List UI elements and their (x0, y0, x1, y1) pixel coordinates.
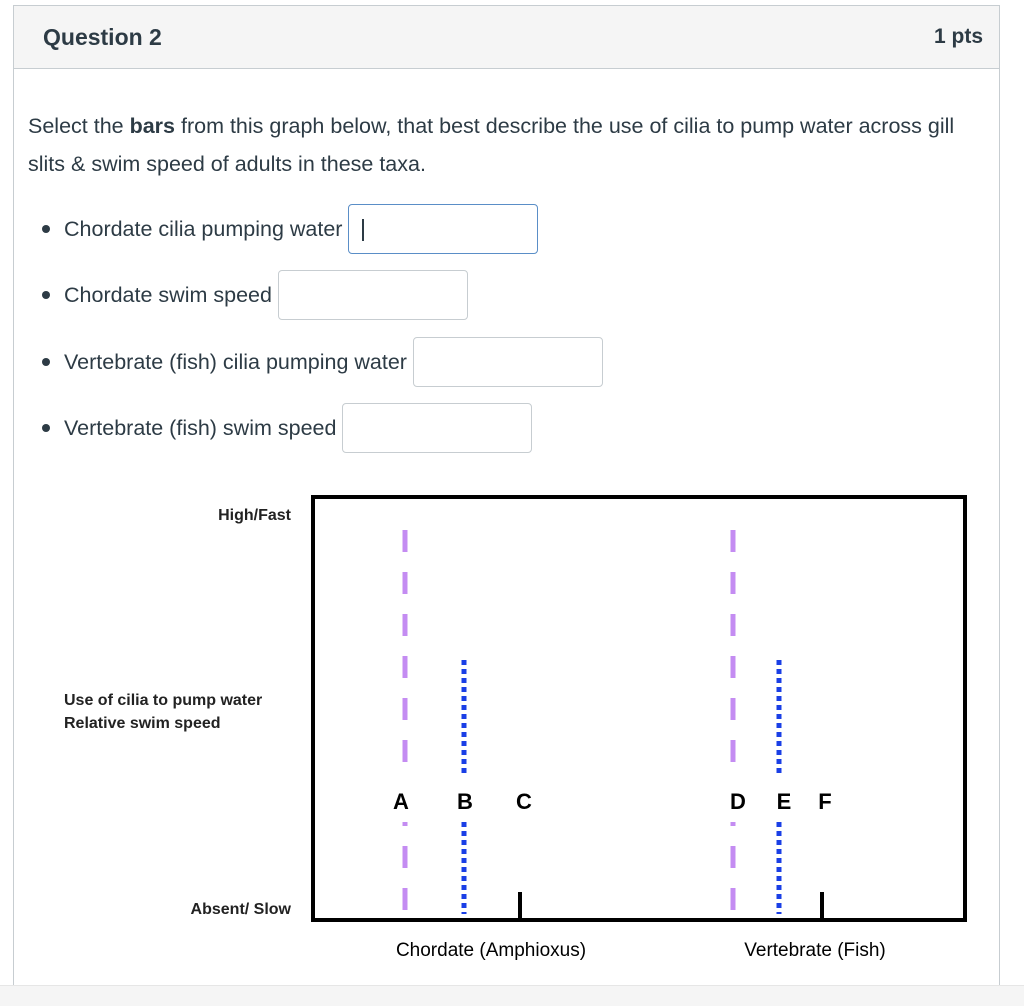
y-top-label: High/Fast (218, 507, 291, 524)
blank-item (38, 402, 532, 454)
bullet-icon (42, 424, 50, 432)
bullet-icon (42, 358, 50, 366)
bar-label-d: D (730, 789, 746, 814)
blank-item (38, 269, 468, 321)
bar-label-f: F (818, 789, 832, 814)
y-bottom-label: Absent/ Slow (190, 901, 291, 918)
vertebrate-swim-input[interactable] (342, 403, 532, 453)
blank-label: Chordate swim speed (64, 282, 272, 307)
blank-label: Vertebrate (fish) cilia pumping water (64, 349, 407, 374)
question-title: Question 2 (43, 23, 162, 50)
prompt-text-pre: Select the (28, 114, 130, 138)
bullet-icon (42, 225, 50, 233)
blank-item (38, 336, 603, 388)
bottom-strip (0, 985, 1024, 1006)
prompt-text-bold: bars (129, 114, 176, 138)
blank-label: Chordate cilia pumping water (64, 216, 343, 241)
bar-label-b: B (457, 789, 473, 814)
question-prompt (28, 107, 968, 183)
blank-item (38, 203, 538, 255)
bar-label-c: C (516, 789, 532, 814)
bullet-icon (42, 291, 50, 299)
question-header (14, 6, 999, 69)
text-caret (362, 219, 364, 241)
bar-label-e: E (776, 789, 792, 814)
vertebrate-cilia-input[interactable] (413, 337, 603, 387)
chordate-swim-input[interactable] (278, 270, 468, 320)
blank-label: Vertebrate (fish) swim speed (64, 415, 337, 440)
y-axis-label-cilia: Use of cilia to pump water (64, 692, 263, 709)
bar-label-a: A (393, 789, 409, 814)
x-label-chordate: Chordate (Amphioxus) (395, 940, 587, 961)
x-label-vertebrate: Vertebrate (Fish) (744, 940, 886, 961)
y-axis-label-speed: Relative swim speed (64, 715, 221, 732)
question-points: 1 pts (933, 25, 983, 48)
prompt-text-post: from this graph below, that best describe the use of cilia to pump water across gill slits & swim speed of adults in these taxa. (28, 114, 955, 176)
chordate-cilia-input[interactable] (348, 204, 538, 254)
